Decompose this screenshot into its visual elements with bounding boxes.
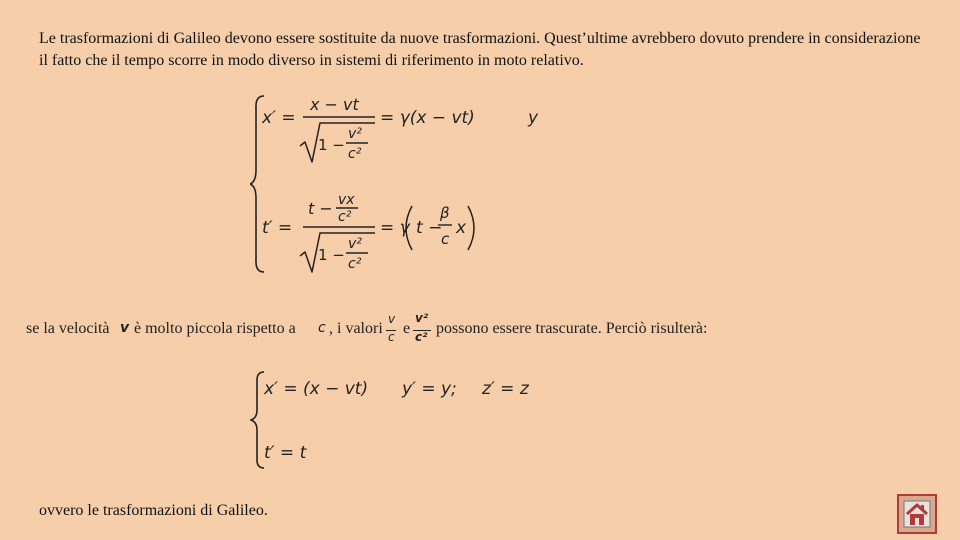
t-prime-rhs-eq: = γ	[380, 218, 410, 238]
note-frac1-den: c	[388, 330, 395, 344]
t-c-squared-den: c²	[348, 256, 362, 272]
galileo-brace	[251, 372, 264, 468]
t-right-paren	[468, 206, 474, 250]
note-v: v	[120, 320, 130, 336]
t-c: c	[441, 230, 450, 248]
t-beta: β	[440, 204, 450, 222]
note-frac2-num: v²	[415, 311, 429, 325]
intro-paragraph: Le trasformazioni di Galileo devono essere sostituite da nuove trasformazioni. Quest’ultime avrebbero dovuto prendere in considerazione il fatto che il tempo scorre in modo diverso in sistemi di riferimento in moto relativo.	[39, 30, 921, 69]
x-numerator: x − vt	[310, 95, 359, 114]
galileo-x-eq: x′ = (x − vt)	[264, 379, 369, 399]
x-c-squared: c²	[348, 146, 362, 162]
galileo-y-eq: y′ = y;	[402, 379, 457, 399]
t-prime-lhs: t′ =	[262, 218, 293, 238]
home-button[interactable]	[897, 494, 937, 534]
note-e: e	[403, 320, 411, 337]
t-rhs-t: t −	[416, 218, 443, 238]
y-label: y	[528, 108, 539, 128]
outro-paragraph: ovvero le trasformazioni di Galileo.	[39, 502, 268, 519]
t-c-squared-num: c²	[338, 209, 352, 225]
t-vx: vx	[338, 192, 355, 208]
t-v-squared: v²	[348, 236, 362, 252]
galileo-t-eq: t′ = t	[264, 443, 307, 463]
t-numerator-t: t −	[308, 199, 333, 218]
note-part2: è molto piccola rispetto a	[134, 320, 296, 337]
note-c: c	[318, 320, 326, 336]
home-icon	[902, 499, 932, 529]
galileo-equations	[250, 368, 550, 472]
note-part3: , i valori	[329, 320, 383, 337]
t-one-minus: 1 −	[318, 246, 345, 264]
x-v-squared: v²	[348, 126, 362, 142]
x-prime-rhs: = γ(x − vt)	[380, 108, 475, 128]
x-one-minus: 1 −	[318, 136, 345, 154]
note-part4: possono essere trascurate. Perciò risulterà:	[436, 320, 708, 337]
x-prime-lhs: x′ =	[262, 108, 296, 128]
note-frac2-den: c²	[415, 330, 428, 344]
galileo-z-eq: z′ = z	[482, 379, 529, 399]
note-frac1-num: v	[388, 312, 396, 326]
note-part1: se la velocità	[26, 320, 110, 337]
t-x: x	[456, 218, 467, 238]
lorentz-equations	[250, 90, 550, 280]
